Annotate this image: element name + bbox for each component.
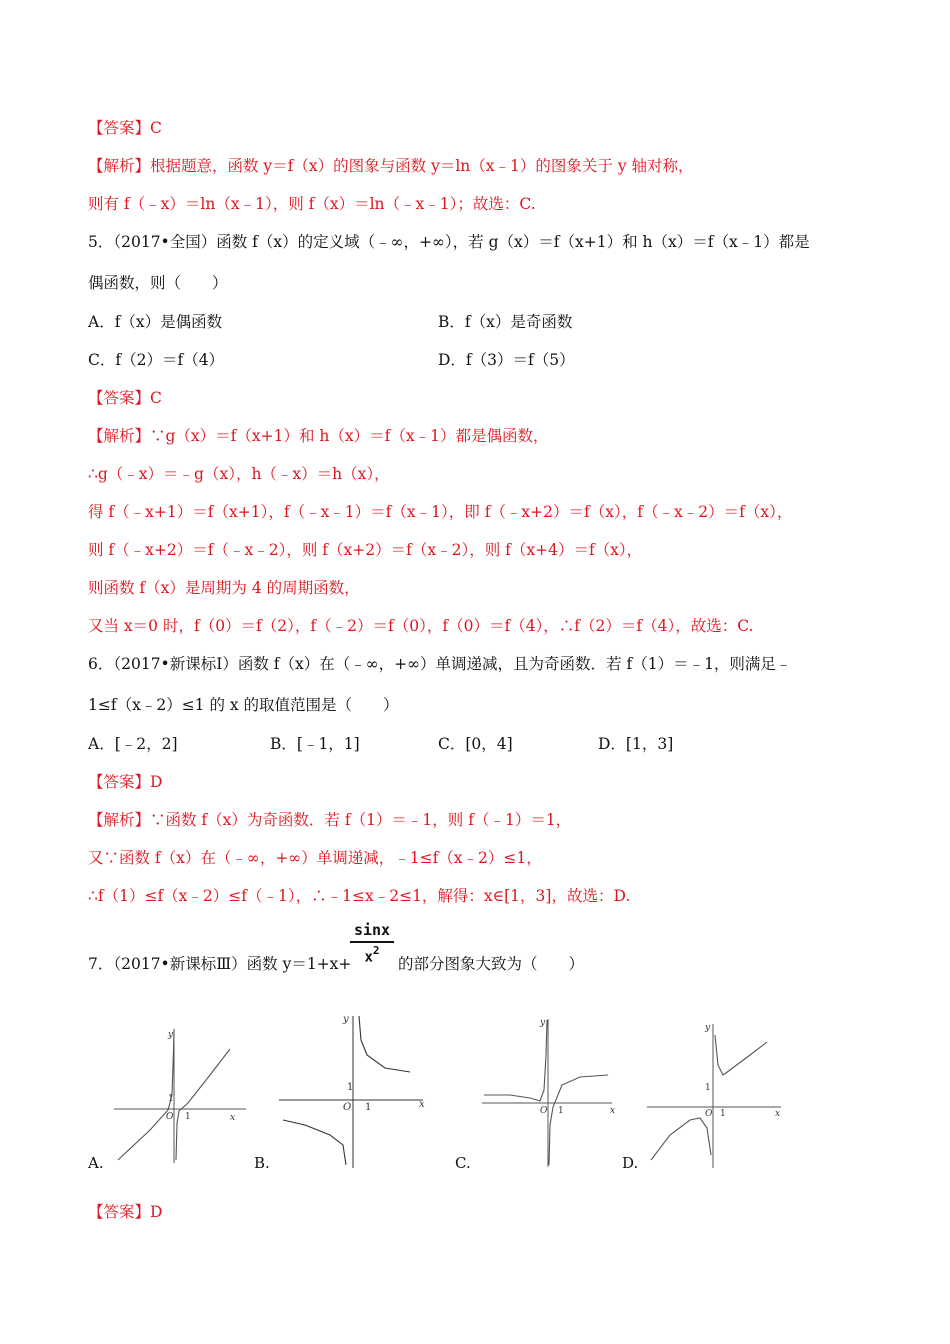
question-5-line-2: 偶函数，则（ ） <box>88 274 228 292</box>
graph-c <box>480 1015 620 1170</box>
question-7-prefix: 7．（2017•新课标Ⅲ）函数 y＝1+x+ <box>88 955 352 973</box>
question-6-line-2: 1≤f（x﹣2）≤1 的 x 的取值范围是（ ） <box>88 696 399 714</box>
graph-b-label: B. <box>254 1154 270 1172</box>
analysis-6-line-2: 又∵函数 f（x）在（﹣∞，+∞）单调递减，﹣1≤f（x﹣2）≤1， <box>88 849 542 867</box>
q5-option-c: C．f（2）＝f（4） <box>88 351 225 369</box>
y-one-label: 1 <box>347 1082 354 1093</box>
graph-d <box>645 1020 785 1170</box>
fraction-numerator: sinx <box>353 921 391 939</box>
origin-label: O <box>166 1112 174 1122</box>
answer-tag: 【答案】 <box>88 119 151 137</box>
answer-value: C <box>150 389 162 407</box>
x-axis-label: x <box>775 1109 781 1119</box>
analysis-5-line-6: 又当 x＝0 时，f（0）＝f（2），f（﹣2）＝f（0），f（0）＝f（4），∴f（2）＝f（4），故选：C. <box>88 617 754 635</box>
y-axis-label: y <box>705 1023 711 1033</box>
question-6-line-1: 6．（2017•新课标Ⅰ）函数 f（x）在（﹣∞，+∞）单调递减，且为奇函数．若 f（1）＝﹣1，则满足﹣ <box>88 655 792 673</box>
answer-value: D <box>150 1203 163 1221</box>
x-one-label: 1 <box>720 1109 726 1119</box>
fraction-denominator <box>348 944 396 967</box>
answer-value: C <box>150 119 162 137</box>
x-axis-label: x <box>610 1106 616 1116</box>
y-axis-label: y <box>540 1018 546 1028</box>
fraction-bar <box>350 941 394 943</box>
y-axis-label: y <box>168 1030 174 1040</box>
origin-label: O <box>540 1106 548 1116</box>
fraction-sinx-over-x2 <box>348 920 396 966</box>
q6-option-a: A．[﹣2，2] <box>88 735 178 753</box>
question-5-line-1: 5．（2017•全国）函数 f（x）的定义域（﹣∞，+∞），若 g（x）＝f（x+1）和 h（x）＝f（x﹣1）都是 <box>88 233 810 251</box>
q5-option-b: B．f（x）是奇函数 <box>438 313 573 331</box>
answer-tag: 【答案】 <box>88 1203 151 1221</box>
den-exponent: 2 <box>372 943 380 957</box>
y-axis-label: y <box>343 1014 349 1025</box>
answer-6 <box>88 771 162 793</box>
analysis-6-line-3: ∴f（1）≤f（x﹣2）≤f（﹣1），∴﹣1≤x﹣2≤1，解得：x∈[1，3]，故选：D. <box>88 887 631 905</box>
analysis-5-line-2: ∴g（﹣x）＝﹣g（x），h（﹣x）＝h（x）， <box>88 465 390 483</box>
answer-5 <box>88 387 162 409</box>
q5-option-d: D．f（3）＝f（5） <box>438 351 575 369</box>
y-one-label: 1 <box>705 1083 711 1093</box>
answer-tag: 【答案】 <box>88 773 151 791</box>
question-7-suffix: 的部分图象大致为（ ） <box>398 955 585 973</box>
answer-tag: 【答案】 <box>88 389 151 407</box>
answer-7 <box>88 1201 162 1223</box>
q5-option-a: A．f（x）是偶函数 <box>88 313 223 331</box>
x-axis-label: x <box>230 1113 236 1123</box>
graph-a <box>110 1025 250 1165</box>
graph-d-label: D. <box>622 1154 639 1172</box>
analysis-5-line-3: 得 f（﹣x+1）＝f（x+1），f（﹣x﹣1）＝f（x﹣1），即 f（﹣x+2）＝f（x），f（﹣x﹣2）＝f（x）， <box>88 503 793 521</box>
y-one-label: 1 <box>168 1094 174 1104</box>
analysis-5-line-1: 【解析】∵g（x）＝f（x+1）和 h（x）＝f（x﹣1）都是偶函数， <box>88 427 549 445</box>
analysis-6-line-1: 【解析】∵函数 f（x）为奇函数．若 f（1）＝﹣1，则 f（﹣1）＝1， <box>88 811 572 829</box>
graph-a-label: A. <box>88 1154 104 1172</box>
x-axis-label: x <box>419 1099 425 1110</box>
x-one-label: 1 <box>558 1106 564 1116</box>
graph-c-label: C. <box>455 1154 471 1172</box>
q6-option-c: C．[0，4] <box>438 735 513 753</box>
x-one-label: 1 <box>365 1102 372 1113</box>
analysis-4-line-2: 则有 f（﹣x）＝ln（x﹣1），则 f（x）＝ln（﹣x﹣1）；故选：C. <box>88 195 536 213</box>
den-base: x <box>364 949 373 966</box>
origin-label: O <box>705 1109 713 1119</box>
analysis-4-line-1: 【解析】根据题意，函数 y＝f（x）的图象与函数 y＝ln（x﹣1）的图象关于 y 轴对称， <box>88 157 694 175</box>
analysis-5-line-4: 则 f（﹣x+2）＝f（﹣x﹣2），则 f（x+2）＝f（x﹣2），则 f（x+4）＝f（x）， <box>88 541 643 559</box>
q6-option-d: D．[1，3] <box>598 735 674 753</box>
answer-4 <box>88 117 162 139</box>
x-one-label: 1 <box>185 1112 191 1122</box>
origin-label: O <box>343 1102 352 1113</box>
q6-option-b: B．[﹣1，1] <box>270 735 360 753</box>
analysis-5-line-5: 则函数 f（x）是周期为 4 的周期函数， <box>88 579 360 597</box>
answer-value: D <box>150 773 163 791</box>
graph-b <box>275 1010 435 1170</box>
